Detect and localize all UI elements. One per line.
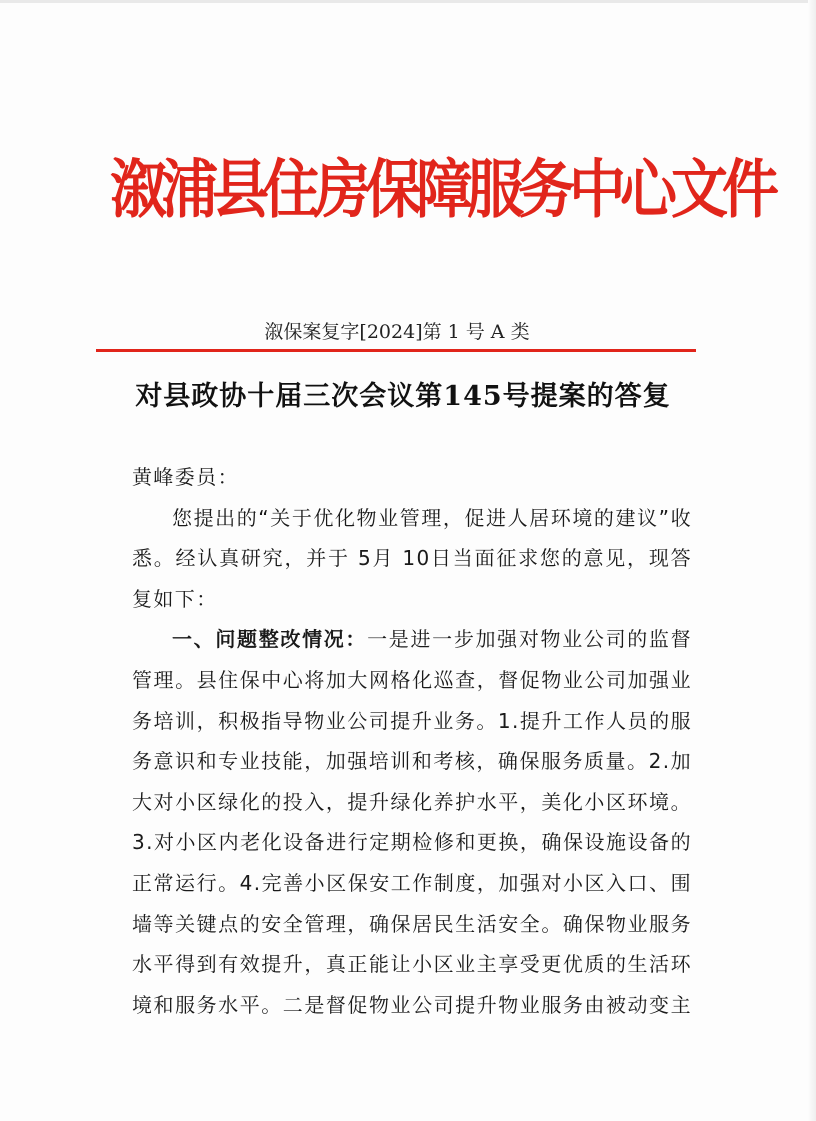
paragraph-section-1 <box>132 619 692 1025</box>
paragraph-intro: 您提出的“关于优化物业管理，促进人居环境的建议”收悉。经认真研究，并于 5月 10日当面征求您的意见，现答复如下： <box>132 505 692 611</box>
document-number: 溆保案复字[2024]第 1 号 A 类 <box>264 321 530 343</box>
salutation: 黄峰委员： <box>132 465 239 489</box>
section-1-text: 一是进一步加强对物业公司的监督管理。县住保中心将加大网格化巡查，督促物业公司加强业务培训，积极指导物业公司提升业务。1.提升工作人员的服务意识和专业技能，加强培训和考核，确保服务质量。2.加大对小区绿化的投入，提升绿化养护水平，美化小区环境。3.对小区内老化设备进行定期检修和更换，确保设施设备的正常运行。4.完善小区保安工作制度，加强对小区入口、围墙等关键点的安全管理，确保居民生活安全。确保物业服务水平得到有效提升，真正能让小区业主享受更优质的生活环境和服务水平。二是督促物业公司提升物业服务由被动变主 <box>132 627 692 1017</box>
section-1-heading: 一、问题整改情况： <box>172 627 368 652</box>
scan-edge-top <box>0 0 816 3</box>
document-title: 对县政协十届三次会议第145号提案的答复 <box>135 381 671 412</box>
document-body <box>132 457 692 1025</box>
issuer-masthead: 溆浦县住房保障服务中心文件 <box>110 153 773 227</box>
red-divider-rule <box>96 349 696 352</box>
scan-edge-right <box>808 0 816 1121</box>
